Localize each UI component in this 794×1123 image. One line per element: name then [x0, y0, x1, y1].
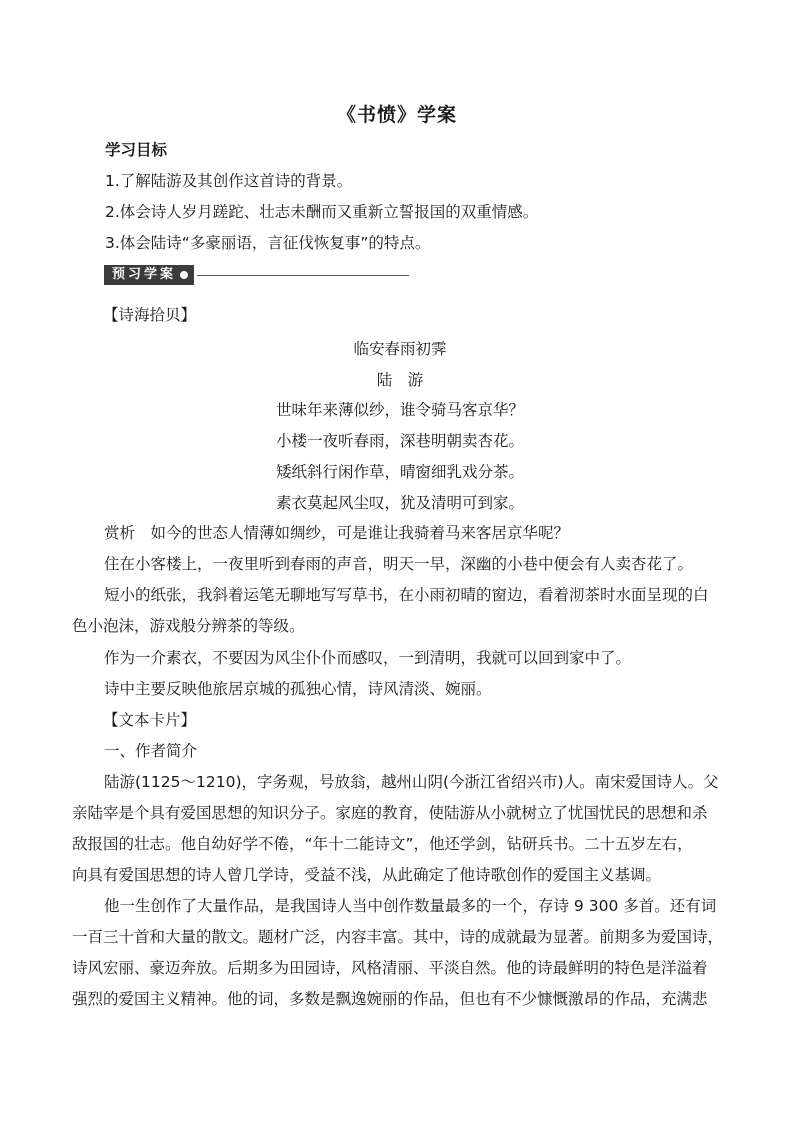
- appreciation-line: 住在小客楼上，一夜里听到春雨的声音，明天一早，深幽的小巷中便会有人卖杏花了。: [104, 555, 694, 573]
- poem-line: 素衣莫起风尘叹，犹及清明可到家。: [275, 494, 524, 512]
- paragraph-line: 一百三十首和大量的散文。题材广泛，内容丰富。其中，诗的成就最为显著。前期多为爱国诗，: [72, 928, 724, 946]
- page-title: 《书愤》学案: [336, 104, 457, 126]
- paragraph-line: 敌报国的壮志。他自幼好学不倦，“年十二能诗文”，他还学剑，钻研兵书。二十五岁左右，: [72, 835, 693, 853]
- poem-title: 临安春雨初霁: [353, 340, 447, 358]
- poem-line: 矮纸斜行闲作草，晴窗细乳戏分茶。: [275, 463, 524, 481]
- objective-item: 1.了解陆游及其创作这首诗的背景。: [105, 172, 353, 190]
- paragraph-line: 向具有爱国思想的诗人曾几学诗，受益不浅，从此确定了他诗歌创作的爱国主义基调。: [72, 866, 662, 884]
- paragraph-line: 陆游(1125～1210)，字务观，号放翁，越州山阴(今浙江省绍兴市)人。南宋爱国诗人。父: [104, 773, 719, 791]
- objective-item: 3.体会陆诗“多豪丽语，言征伐恢复事”的特点。: [105, 234, 431, 252]
- objectives-heading: 学习目标: [105, 141, 168, 159]
- section-badge: [104, 265, 194, 285]
- author-intro-heading: 一、作者简介: [104, 742, 198, 760]
- appreciation-line: 色小泡沫，游戏般分辨茶的等级。: [72, 617, 305, 635]
- paragraph-line: 他一生创作了大量作品，是我国诗人当中创作数量最多的一个，存诗 9 300 多首。还有词: [104, 897, 717, 915]
- appreciation-line: 短小的纸张，我斜着运笔无聊地写写草书，在小雨初晴的窗边，看着沏茶时水面呈现的白: [104, 586, 709, 604]
- section-label: 预习学案: [112, 267, 177, 282]
- paragraph-line: 亲陆宰是个具有爱国思想的知识分子。家庭的教育，使陆游从小就树立了忧国忧民的思想和杀: [72, 804, 708, 822]
- poem-section-heading: 【诗海拾贝】: [103, 306, 197, 324]
- poem-line: 小楼一夜听春雨，深巷明朝卖杏花。: [275, 432, 524, 450]
- appreciation-line: 作为一介素衣，不要因为风尘仆仆而感叹，一到清明，我就可以回到家中了。: [104, 649, 632, 667]
- section-divider: [197, 275, 409, 276]
- appreciation-line: 诗中主要反映他旅居京城的孤独心情，诗风清淡、婉丽。: [104, 680, 492, 698]
- objective-item: 2.体会诗人岁月蹉跎、壮志未酬而又重新立誓报国的双重情感。: [105, 203, 539, 221]
- paragraph-line: 诗风宏丽、豪迈奔放。后期多为田园诗，风格清丽、平淡自然。他的诗最鲜明的特色是洋溢着: [72, 959, 708, 977]
- section-header-preview: [104, 264, 409, 286]
- appreciation-line: 赏析 如今的世态人情薄如绸纱，可是谁让我骑着马来客居京华呢？: [104, 524, 570, 542]
- poem-author: 陆 游: [376, 371, 424, 389]
- dot-icon: [180, 271, 188, 279]
- poem-line: 世味年来薄似纱，谁令骑马客京华？: [275, 401, 524, 419]
- text-card-heading: 【文本卡片】: [103, 711, 197, 729]
- paragraph-line: 强烈的爱国主义精神。他的词，多数是飘逸婉丽的作品，但也有不少慷慨激昂的作品，充满悲: [72, 990, 708, 1008]
